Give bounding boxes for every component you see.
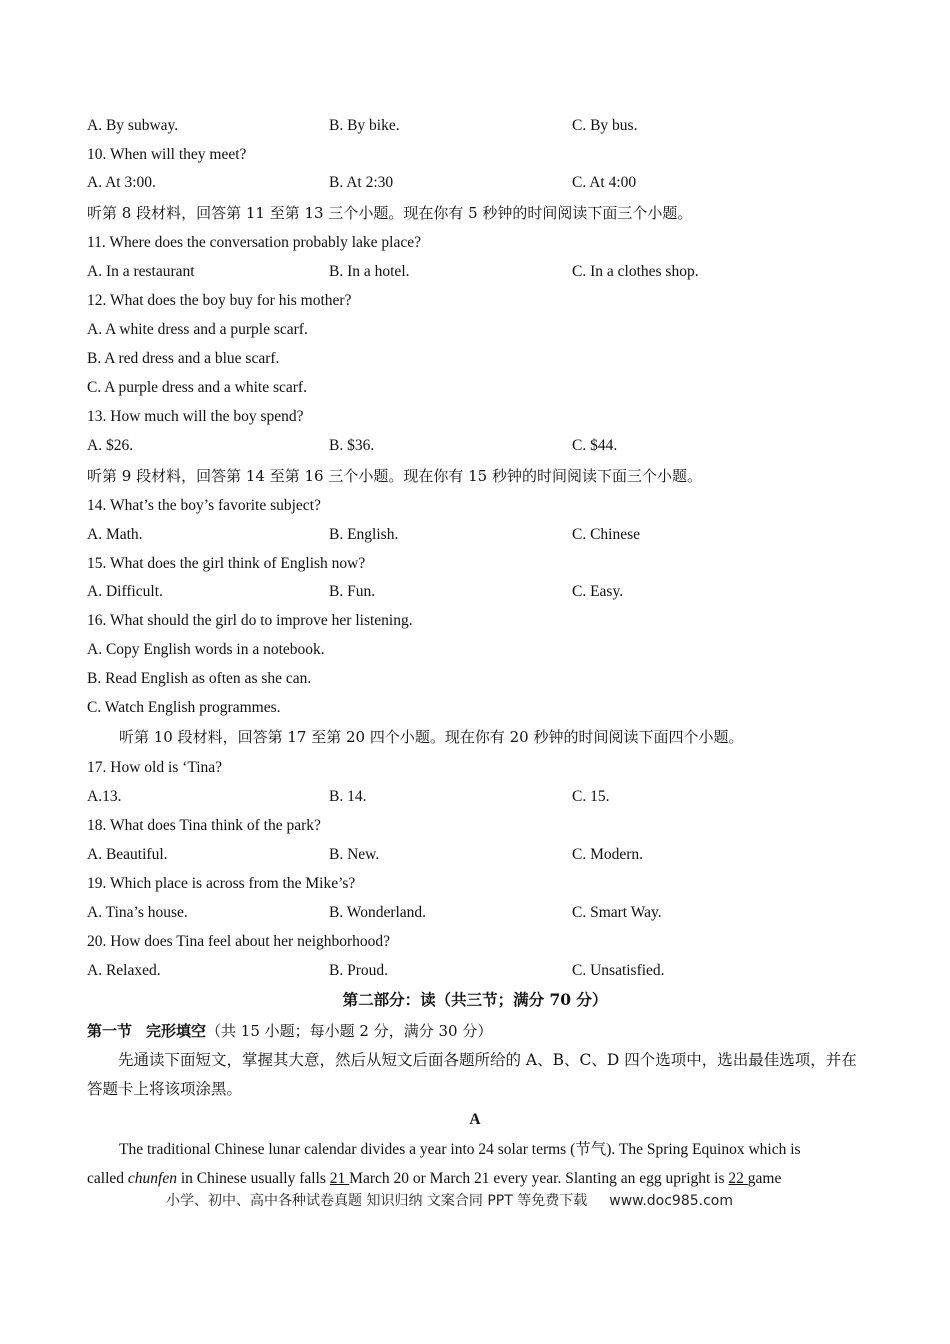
option-a: A. Difficult. bbox=[87, 583, 163, 600]
passage-italic-term: chunfen bbox=[127, 1170, 177, 1187]
option-b: B. Proud. bbox=[329, 962, 388, 979]
option-c: C. At 4:00 bbox=[572, 174, 637, 191]
option-a: A.13. bbox=[87, 788, 122, 805]
passage-text: game bbox=[747, 1170, 782, 1187]
option-a: A. At 3:00. bbox=[87, 174, 156, 191]
question-line: B. A red dress and a blue scarf. bbox=[87, 350, 280, 367]
option-b: B. English. bbox=[329, 526, 399, 543]
part2-heading: 第二部分：读（共三节；满分 70 分） bbox=[342, 990, 608, 1009]
question-line: A. A white dress and a purple scarf. bbox=[87, 321, 308, 338]
question-line: 18. What does Tina think of the park? bbox=[87, 817, 321, 834]
option-b: B. In a hotel. bbox=[329, 263, 410, 280]
option-c: C. Easy. bbox=[572, 583, 624, 600]
section-label: 第一节 bbox=[87, 1022, 133, 1040]
question-line: 17. How old is ‘Tina? bbox=[87, 759, 223, 776]
listening-instruction: 听第 8 段材料，回答第 11 至第 13 三个小题。现在你有 5 秒钟的时间阅读下面三个小题。 bbox=[87, 204, 693, 222]
option-c: C. Smart Way. bbox=[572, 904, 662, 921]
option-b: B. 14. bbox=[329, 788, 367, 805]
listening-instruction: 听第 10 段材料，回答第 17 至第 20 四个小题。现在你有 20 秒钟的时间阅读下面四个小题。 bbox=[119, 728, 744, 746]
option-c: C. 15. bbox=[572, 788, 610, 805]
option-b: B. Fun. bbox=[329, 583, 376, 600]
option-b: B. $36. bbox=[329, 437, 375, 454]
options-row bbox=[87, 525, 877, 545]
instruction: 先通读下面短文，掌握其大意，然后从短文后面各题所给的 A、B、C、D 四个选项中，选出最佳选项，并在答题卡上将该项涂黑。 bbox=[87, 1051, 857, 1098]
footer bbox=[166, 1192, 733, 1210]
option-c: C. Chinese bbox=[572, 526, 641, 543]
option-b: B. At 2:30 bbox=[329, 174, 394, 191]
listening-instruction: 听第 9 段材料，回答第 14 至第 16 三个小题。现在你有 15 秒钟的时间阅读下面三个小题。 bbox=[87, 467, 702, 485]
options-row bbox=[87, 903, 877, 923]
question-line: A. Copy English words in a notebook. bbox=[87, 641, 325, 658]
option-a: A. By subway. bbox=[87, 117, 179, 134]
options-row bbox=[87, 787, 877, 807]
option-b: B. Wonderland. bbox=[329, 904, 427, 921]
options-row bbox=[87, 845, 877, 865]
passage-line-1: The traditional Chinese lunar calendar divides a year into 24 solar terms (节气). The Spring Equinox which is bbox=[119, 1141, 801, 1158]
option-b: B. By bike. bbox=[329, 117, 400, 134]
question-line: 16. What should the girl do to improve her listening. bbox=[87, 612, 413, 629]
passage-text: in Chinese usually falls bbox=[176, 1170, 330, 1187]
option-a: A. $26. bbox=[87, 437, 134, 454]
option-c: C. In a clothes shop. bbox=[572, 263, 699, 280]
options-row bbox=[87, 961, 877, 981]
options-row bbox=[87, 436, 877, 456]
option-b: B. New. bbox=[329, 846, 380, 863]
section-title: 完形填空 bbox=[146, 1022, 207, 1040]
blank-22: 22 bbox=[728, 1170, 748, 1187]
option-a: A. Tina’s house. bbox=[87, 904, 188, 921]
passage-text: called bbox=[87, 1170, 128, 1187]
question-line: C. Watch English programmes. bbox=[87, 699, 281, 716]
question-line: B. Read English as often as she can. bbox=[87, 670, 312, 687]
option-a: A. In a restaurant bbox=[87, 263, 195, 280]
option-a: A. Relaxed. bbox=[87, 962, 161, 979]
option-a: A. Math. bbox=[87, 526, 143, 543]
section-header bbox=[87, 1021, 492, 1041]
options-row bbox=[87, 582, 877, 602]
options-row bbox=[87, 262, 877, 282]
option-c: C. Unsatisfied. bbox=[572, 962, 665, 979]
blank-21: 21 bbox=[329, 1170, 350, 1187]
question-line: 14. What’s the boy’s favorite subject? bbox=[87, 497, 321, 514]
options-row bbox=[87, 116, 877, 136]
option-a: A. Beautiful. bbox=[87, 846, 168, 863]
passage-line-2 bbox=[87, 1164, 872, 1193]
question-line: C. A purple dress and a white scarf. bbox=[87, 379, 307, 396]
footer-text: 小学、初中、高中各种试卷真题 知识归纳 文案合同 PPT 等免费下载 bbox=[166, 1193, 588, 1209]
question-line: 15. What does the girl think of English now? bbox=[87, 555, 366, 572]
option-c: C. $44. bbox=[572, 437, 618, 454]
option-c: C. Modern. bbox=[572, 846, 644, 863]
options-row bbox=[87, 173, 877, 193]
option-c: C. By bus. bbox=[572, 117, 638, 134]
question-line: 12. What does the boy buy for his mother? bbox=[87, 292, 352, 309]
passage-label: A bbox=[469, 1111, 481, 1128]
footer-url: www.doc985.com bbox=[609, 1193, 733, 1209]
passage-text: March 20 or March 21 every year. Slanting an egg upright is bbox=[349, 1170, 729, 1187]
question-line: 11. Where does the conversation probably lake place? bbox=[87, 234, 421, 251]
question-line: 10. When will they meet? bbox=[87, 146, 247, 163]
question-line: 13. How much will the boy spend? bbox=[87, 408, 304, 425]
question-line: 19. Which place is across from the Mike’s? bbox=[87, 875, 356, 892]
question-line: 20. How does Tina feel about her neighborhood? bbox=[87, 933, 391, 950]
section-note: （共 15 小题；每小题 2 分，满分 30 分） bbox=[206, 1022, 493, 1040]
